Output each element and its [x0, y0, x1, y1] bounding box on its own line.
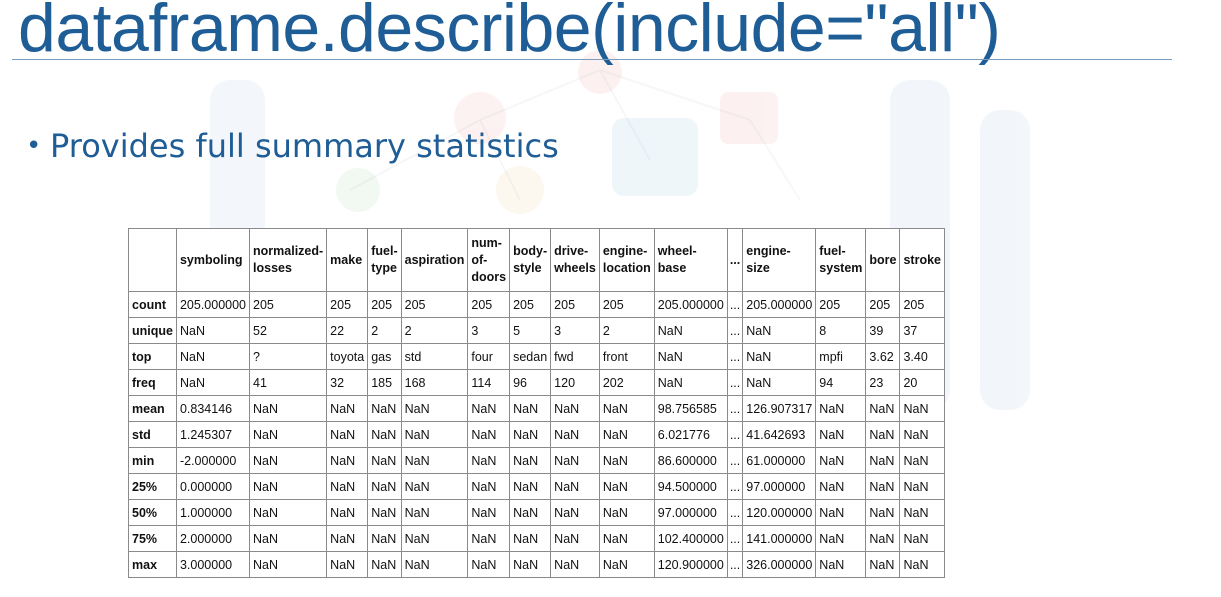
table-header-row [129, 229, 945, 292]
table-cell: NaN [468, 500, 510, 526]
table-cell: NaN [510, 396, 551, 422]
table-cell: NaN [866, 500, 900, 526]
table-cell: NaN [654, 370, 727, 396]
table-cell: NaN [900, 422, 945, 448]
table-cell: NaN [599, 500, 654, 526]
table-cell: NaN [816, 474, 866, 500]
table-cell: 5 [510, 318, 551, 344]
table-cell: NaN [900, 526, 945, 552]
table-cell: 96 [510, 370, 551, 396]
row-label: 50% [129, 500, 177, 526]
table-cell: 205.000000 [176, 292, 249, 318]
table-cell-ellipsis: ... [727, 396, 742, 422]
table-cell: std [401, 344, 468, 370]
table-row [129, 344, 945, 370]
table-cell: 141.000000 [743, 526, 816, 552]
table-cell: NaN [250, 396, 327, 422]
table-cell: NaN [368, 396, 401, 422]
table-row [129, 370, 945, 396]
column-header: fuel- system [816, 229, 866, 292]
table-cell: NaN [327, 500, 368, 526]
table-cell: NaN [250, 526, 327, 552]
table-cell: NaN [866, 474, 900, 500]
table-cell: NaN [866, 448, 900, 474]
table-cell: NaN [551, 474, 600, 500]
table-cell: 37 [900, 318, 945, 344]
row-label: max [129, 552, 177, 578]
table-cell: 0.000000 [176, 474, 249, 500]
table-cell: NaN [368, 552, 401, 578]
table-cell: NaN [327, 526, 368, 552]
table-cell: 102.400000 [654, 526, 727, 552]
table-cell-ellipsis: ... [727, 552, 742, 578]
table-cell: 22 [327, 318, 368, 344]
table-cell: 32 [327, 370, 368, 396]
table-cell: NaN [510, 474, 551, 500]
table-cell: 20 [900, 370, 945, 396]
table-cell: NaN [327, 396, 368, 422]
table-row [129, 292, 945, 318]
table-cell: 205 [551, 292, 600, 318]
row-label: count [129, 292, 177, 318]
table-cell: 205 [866, 292, 900, 318]
column-header: bore [866, 229, 900, 292]
table-cell: NaN [510, 448, 551, 474]
table-cell: toyota [327, 344, 368, 370]
table-cell: NaN [250, 500, 327, 526]
table-cell: 86.600000 [654, 448, 727, 474]
table-cell: NaN [468, 448, 510, 474]
table-cell: NaN [599, 422, 654, 448]
table-cell: 8 [816, 318, 866, 344]
table-cell: NaN [816, 396, 866, 422]
table-cell: NaN [327, 448, 368, 474]
table-cell: 94 [816, 370, 866, 396]
row-label: mean [129, 396, 177, 422]
column-header: engine- size [743, 229, 816, 292]
column-header: make [327, 229, 368, 292]
table-cell: NaN [327, 474, 368, 500]
table-cell: NaN [866, 396, 900, 422]
table-cell: 2 [368, 318, 401, 344]
table-cell: 2 [599, 318, 654, 344]
table-cell: 202 [599, 370, 654, 396]
table-cell: 52 [250, 318, 327, 344]
column-header: normalized- losses [250, 229, 327, 292]
table-cell: NaN [510, 526, 551, 552]
column-header: fuel- type [368, 229, 401, 292]
table-cell: NaN [468, 552, 510, 578]
table-cell: NaN [816, 448, 866, 474]
table-cell: NaN [250, 552, 327, 578]
table-cell: NaN [900, 396, 945, 422]
table-cell: 205 [900, 292, 945, 318]
table-cell: NaN [551, 500, 600, 526]
table-cell: sedan [510, 344, 551, 370]
table-cell: 205.000000 [654, 292, 727, 318]
table-cell: NaN [900, 448, 945, 474]
table-row [129, 526, 945, 552]
table-cell: NaN [551, 396, 600, 422]
table-cell: 3.62 [866, 344, 900, 370]
table-cell: NaN [743, 318, 816, 344]
table-cell: NaN [401, 396, 468, 422]
table-row [129, 318, 945, 344]
table-cell: 2 [401, 318, 468, 344]
table-cell: NaN [551, 552, 600, 578]
table-cell-ellipsis: ... [727, 422, 742, 448]
column-header-index [129, 229, 177, 292]
table-cell: NaN [743, 370, 816, 396]
table-cell: 98.756585 [654, 396, 727, 422]
row-label: 25% [129, 474, 177, 500]
table-cell: NaN [401, 526, 468, 552]
table-cell: gas [368, 344, 401, 370]
table-cell: NaN [401, 448, 468, 474]
column-header-ellipsis: ... [727, 229, 742, 292]
table-cell: NaN [368, 526, 401, 552]
table-cell: 23 [866, 370, 900, 396]
table-cell: 205 [368, 292, 401, 318]
table-cell: 1.245307 [176, 422, 249, 448]
table-cell: fwd [551, 344, 600, 370]
table-cell: 168 [401, 370, 468, 396]
column-header: num- of- doors [468, 229, 510, 292]
table-cell: NaN [401, 474, 468, 500]
table-cell: 205 [468, 292, 510, 318]
table-cell: NaN [743, 344, 816, 370]
table-cell: 205 [816, 292, 866, 318]
row-label: 75% [129, 526, 177, 552]
table-cell: NaN [551, 422, 600, 448]
table-row [129, 396, 945, 422]
table-cell: NaN [250, 474, 327, 500]
column-header: stroke [900, 229, 945, 292]
table-cell: NaN [176, 344, 249, 370]
table-cell: 205 [327, 292, 368, 318]
table-row [129, 422, 945, 448]
table-cell: NaN [368, 474, 401, 500]
table-cell: 326.000000 [743, 552, 816, 578]
table-cell: 120 [551, 370, 600, 396]
table-cell: NaN [900, 500, 945, 526]
table-cell: 185 [368, 370, 401, 396]
table-cell: 97.000000 [743, 474, 816, 500]
table-cell: NaN [816, 552, 866, 578]
column-header: wheel- base [654, 229, 727, 292]
table-cell: NaN [468, 396, 510, 422]
table-cell: 2.000000 [176, 526, 249, 552]
table-cell: NaN [599, 396, 654, 422]
row-label: std [129, 422, 177, 448]
table-cell: 3 [551, 318, 600, 344]
slide-title: dataframe.describe(include="all") [18, 0, 1001, 66]
bullet-dot-icon: • [26, 131, 42, 161]
table-cell: NaN [327, 552, 368, 578]
table-cell: NaN [551, 526, 600, 552]
bullet-text: Provides full summary statistics [50, 127, 559, 165]
table-cell: ? [250, 344, 327, 370]
table-row [129, 448, 945, 474]
table-cell: NaN [368, 500, 401, 526]
table-cell: 94.500000 [654, 474, 727, 500]
table-cell: NaN [816, 526, 866, 552]
table-cell: 126.907317 [743, 396, 816, 422]
table-cell: NaN [599, 474, 654, 500]
table-cell: NaN [368, 448, 401, 474]
table-cell: NaN [866, 552, 900, 578]
table-cell-ellipsis: ... [727, 448, 742, 474]
table-cell: NaN [368, 422, 401, 448]
table-cell: 3.40 [900, 344, 945, 370]
table-cell-ellipsis: ... [727, 526, 742, 552]
column-header: body- style [510, 229, 551, 292]
table-cell: NaN [654, 344, 727, 370]
table-cell: NaN [468, 474, 510, 500]
table-cell: NaN [816, 422, 866, 448]
table-cell: 41 [250, 370, 327, 396]
table-cell: 1.000000 [176, 500, 249, 526]
table-cell: NaN [250, 422, 327, 448]
table-cell: mpfi [816, 344, 866, 370]
table-cell: 120.000000 [743, 500, 816, 526]
table-cell: four [468, 344, 510, 370]
table-cell-ellipsis: ... [727, 292, 742, 318]
row-label: freq [129, 370, 177, 396]
table-cell: -2.000000 [176, 448, 249, 474]
table-cell-ellipsis: ... [727, 500, 742, 526]
table-cell: 205.000000 [743, 292, 816, 318]
table-cell: 6.021776 [654, 422, 727, 448]
table-cell-ellipsis: ... [727, 474, 742, 500]
table-cell: NaN [468, 422, 510, 448]
table-cell: NaN [551, 448, 600, 474]
column-header: symboling [176, 229, 249, 292]
table-cell-ellipsis: ... [727, 318, 742, 344]
table-cell: NaN [866, 422, 900, 448]
table-cell: 205 [250, 292, 327, 318]
table-row [129, 552, 945, 578]
table-cell: NaN [401, 552, 468, 578]
table-cell: NaN [654, 318, 727, 344]
table-cell: NaN [866, 526, 900, 552]
column-header: aspiration [401, 229, 468, 292]
table-cell: 39 [866, 318, 900, 344]
table-cell: 97.000000 [654, 500, 727, 526]
table-cell: 0.834146 [176, 396, 249, 422]
table-cell-ellipsis: ... [727, 344, 742, 370]
table-cell: 114 [468, 370, 510, 396]
table-cell: NaN [176, 370, 249, 396]
table-cell: 3 [468, 318, 510, 344]
table-cell: 205 [599, 292, 654, 318]
table-cell: NaN [599, 448, 654, 474]
table-cell: NaN [327, 422, 368, 448]
table-cell: NaN [510, 500, 551, 526]
table-cell: 3.000000 [176, 552, 249, 578]
table-cell-ellipsis: ... [727, 370, 742, 396]
table-cell: NaN [599, 552, 654, 578]
table-row [129, 474, 945, 500]
table-cell: 120.900000 [654, 552, 727, 578]
table-cell: 61.000000 [743, 448, 816, 474]
table-cell: NaN [900, 474, 945, 500]
table-cell: NaN [176, 318, 249, 344]
column-header: drive- wheels [551, 229, 600, 292]
table-cell: front [599, 344, 654, 370]
table-row [129, 500, 945, 526]
bullet-point [26, 124, 559, 168]
title-divider [12, 59, 1172, 60]
table-cell: NaN [510, 552, 551, 578]
table-cell: 205 [510, 292, 551, 318]
row-label: unique [129, 318, 177, 344]
table-cell: NaN [816, 500, 866, 526]
table-cell: NaN [401, 500, 468, 526]
table-cell: 205 [401, 292, 468, 318]
table-cell: NaN [401, 422, 468, 448]
table-cell: NaN [599, 526, 654, 552]
row-label: min [129, 448, 177, 474]
column-header: engine- location [599, 229, 654, 292]
table-cell: NaN [250, 448, 327, 474]
table-cell: NaN [468, 526, 510, 552]
table-cell: NaN [510, 422, 551, 448]
table-cell: NaN [900, 552, 945, 578]
describe-output-table [128, 228, 945, 578]
table-cell: 41.642693 [743, 422, 816, 448]
row-label: top [129, 344, 177, 370]
